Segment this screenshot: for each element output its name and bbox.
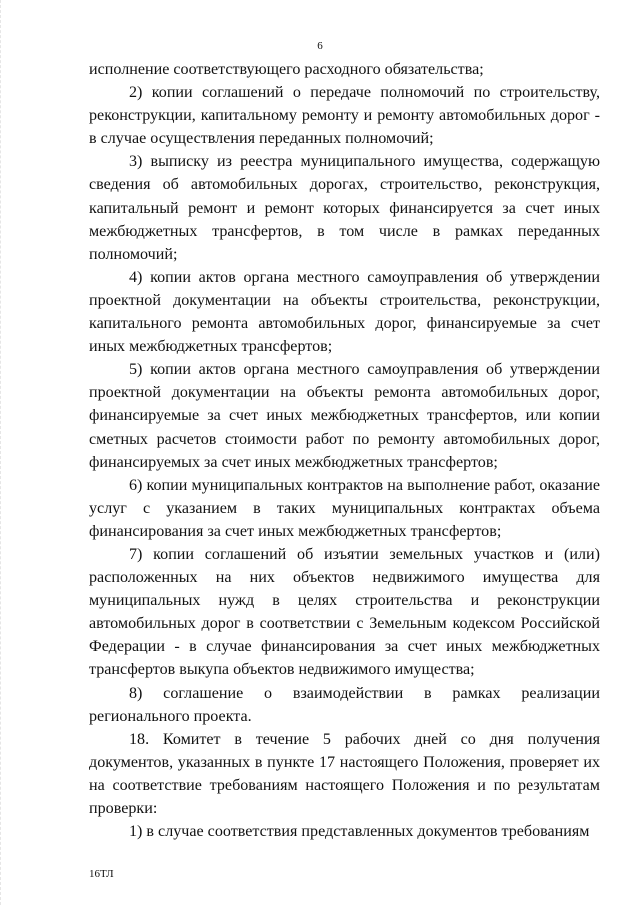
paragraph-continuation: исполнение соответствующего расходного обязательства; [89,61,484,78]
paragraph-item-8: 8) соглашение о взаимодействии в рамках реализации регионального проекта. [89,684,600,725]
paragraph-clause-18-item-1: 1) в случае соответствия представленных документов требованиям [129,823,590,841]
page-number: 6 [317,40,323,52]
document-body [89,58,600,843]
paragraph-item-5: 5) копии актов органа местного самоуправления об утверждении проектной документации на объекты ремонта автомобильных дорог, финансируемые за счет иных межбюджетных трансфертов, или копии сметных расчетов стоимости работ по ремонту автомобильных дорог, финансируемых за счет иных межбюджетных трансфертов; [89,361,600,471]
paragraph-item-3: 3) выписку из реестра муниципального имущества, содержащую сведения об автомобильных дорогах, строительство, реконструкция, капитальный ремонт и ремонт которых финансируется за счет иных межбюджетных трансфертов, в том числе в рамках переданных полномочий; [89,153,600,263]
paragraph-item-4: 4) копии актов органа местного самоуправления об утверждении проектной документации на объекты строительства, реконструкции, капитального ремонта автомобильных дорог, финансируемые за счет иных межбюджетных трансфертов; [89,268,600,356]
paragraph-clause-18: 18. Комитет в течение 5 рабочих дней со дня получения документов, указанных в пункте 17 настоящего Положения, проверяет их на соответствие требованиям настоящего Положения и по результатам проверки: [89,730,600,817]
paragraph-item-2: 2) копии соглашений о передаче полномочий по строительству, реконструкции, капитальному ремонту и ремонту автомобильных дорог - в случае осуществления переданных полномочий; [89,84,600,148]
paragraph-item-7: 7) копии соглашений об изъятии земельных участков и (или) расположенных на них объектов недвижимого имущества для муниципальных нужд в целях строительства и реконструкции автомобильных дорог в соответствии с Земельным кодексом Российской Федерации - в случае финансирования за счет иных межбюджетных трансфертов выкупа объектов недвижимого имущества; [89,545,600,679]
paragraph-item-6: 6) копии муниципальных контрактов на выполнение работ, оказание услуг с указанием в таких муниципальных контрактах объема финансирования за счет иных межбюджетных трансфертов; [89,476,600,540]
scan-margin-edge [0,0,5,905]
footer-code: 16ТЛ [89,868,114,880]
